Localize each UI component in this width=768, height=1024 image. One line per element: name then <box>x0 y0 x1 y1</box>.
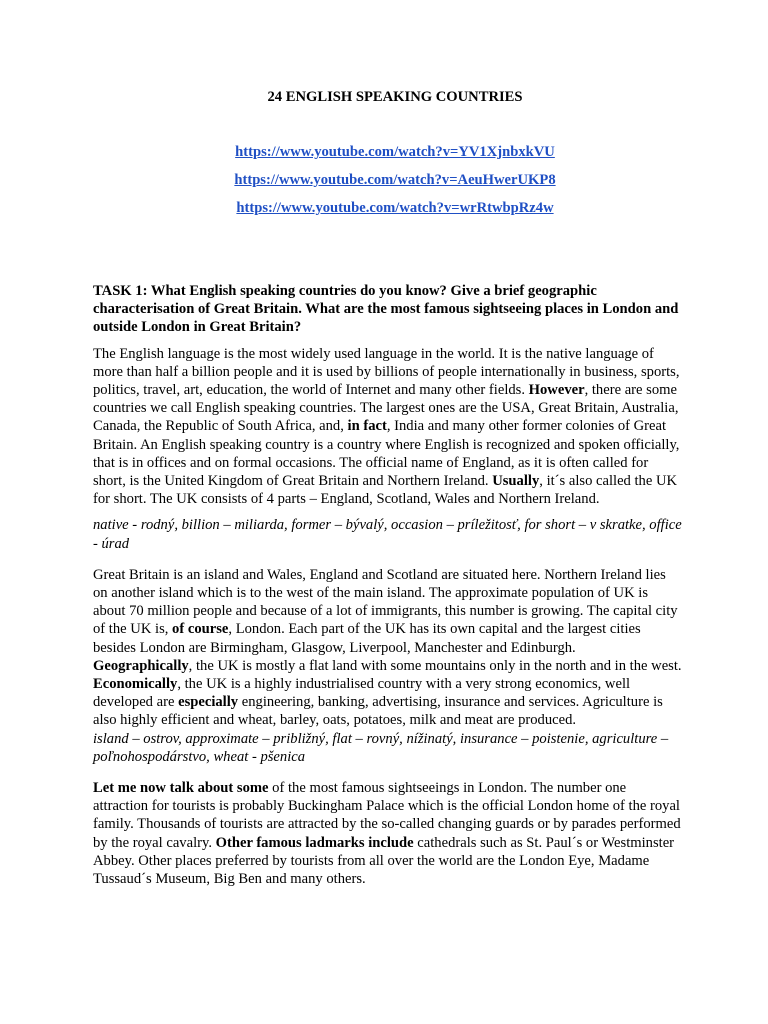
paragraph-english-language <box>93 345 683 509</box>
bold-phrase: Economically <box>93 676 178 693</box>
vocabulary-list-2: island – ostrov, approximate – približný, flat – rovný, nížinatý, insurance – poistenie, agriculture – poľnohospodárstvo, wheat - pšenica <box>93 730 669 765</box>
paragraph-london-sights <box>93 779 683 888</box>
bold-phrase: However <box>528 382 585 399</box>
paragraph-text: engineering, banking, advertising, insurance and services. Agriculture is also highly efficient and wheat, barley, oats, potatoes, milk and meat are produced. <box>93 694 663 729</box>
bold-phrase: Let me now talk about some <box>93 780 269 797</box>
paragraph-text: cathedrals such as St. Paul´s or Westminster Abbey. Other places preferred by tourists from all over the world are the London Eye, Madame Tussaud´s Museum, Big Ben and many others. <box>93 834 675 888</box>
paragraph-geography-economy <box>93 657 683 730</box>
youtube-link-2[interactable]: https://www.youtube.com/watch?v=AeuHwerUKP8 <box>234 172 556 188</box>
youtube-link-1[interactable]: https://www.youtube.com/watch?v=YV1XjnbxkVU <box>235 144 555 160</box>
paragraph-text: The English language is the most widely used language in the world. It is the native language of more than half a billion people and it is used by billions of people internationally in business, sports, politics, travel, art, education, the world of Internet and many other fields. <box>93 345 680 399</box>
task-1-question: TASK 1: What English speaking countries do you know? Give a brief geographic characterisation of Great Britain. What are the most famous sightseeing places in London and outside London in Great Britain? <box>93 283 679 336</box>
bold-phrase: Geographically <box>93 657 189 674</box>
vocabulary-list-1: native - rodný, billion – miliarda, former – bývalý, occasion – príležitosť, for short – v skratke, office - úrad <box>93 517 682 552</box>
paragraph-text: , the UK is mostly a flat land with some mountains only in the north and in the west. <box>188 657 682 674</box>
paragraph-text: , there are some countries we call English speaking countries. The largest ones are the USA, Great Britain, Australia, Canada, the Republic of South Africa, and, <box>93 382 679 435</box>
paragraph-text: , it´s also called the UK for short. The UK consists of 4 parts – England, Scotland, Wales and Northern Ireland. <box>93 473 678 508</box>
page-title: 24 ENGLISH SPEAKING COUNTRIES <box>267 89 523 105</box>
paragraph-text: , London. Each part of the UK has its own capital and the largest cities besides London are Birmingham, Glasgow, Liverpool, Manchester and Edinburgh. <box>93 621 641 656</box>
bold-phrase: Usually <box>492 473 540 490</box>
paragraph-text: , India and many other former colonies of Great Britain. An English speaking country is a country where English is recognized and spoken officially, that is in offices and on formal occasions. The official name of England, as it is often called for short, is the United Kingdom of Great Britain and Northern Ireland. <box>93 418 680 490</box>
paragraph-text: , the UK is a highly industrialised country with a very strong economics, well developed are <box>93 676 631 711</box>
paragraph-great-britain <box>93 566 683 657</box>
youtube-link-3[interactable]: https://www.youtube.com/watch?v=wrRtwbpRz4w <box>236 200 554 216</box>
bold-phrase: of course <box>172 621 229 638</box>
bold-phrase: in fact <box>347 418 387 435</box>
bold-phrase: especially <box>178 694 239 711</box>
document-body <box>93 282 683 888</box>
bold-phrase: Other famous ladmarks include <box>215 834 414 851</box>
paragraph-text: Great Britain is an island and Wales, England and Scotland are situated here. Northern Ireland lies on another island which is to the west of the main island. The approximate population of UK is about 70 million people and because of a lot of immigrants, this number is growing. The capital city of the UK is, <box>93 566 678 638</box>
paragraph-text: of the most famous sightseeings in London. The number one attraction for tourists is probably Buckingham Palace which is the official London home of the royal family. Thousands of tourists are attracted by the so-called changing guards or by parades performed by the royal cavalry. <box>93 780 681 851</box>
